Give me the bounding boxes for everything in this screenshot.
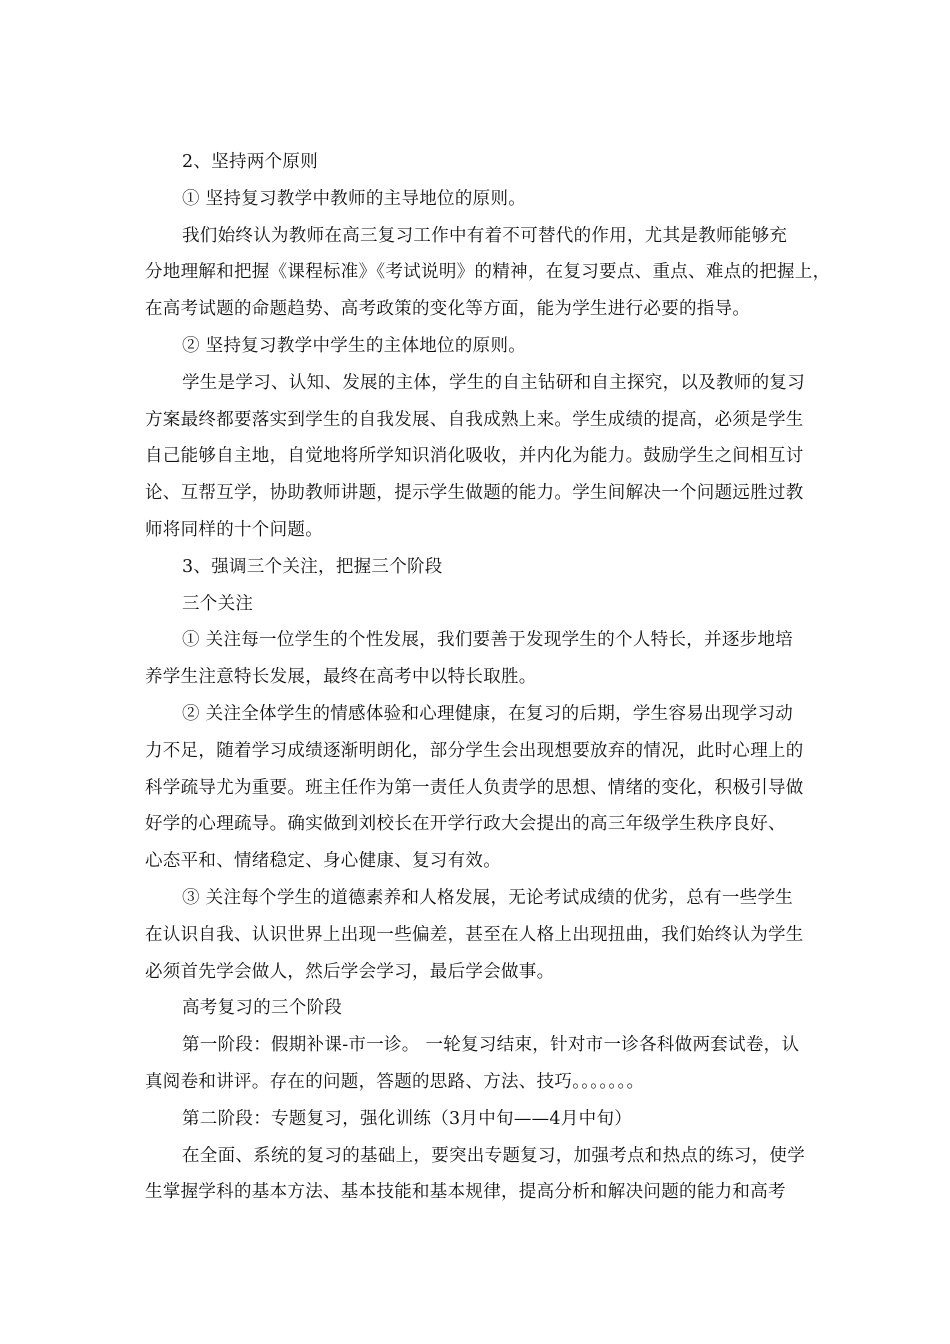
focus-3-line: ③ 关注每个学生的道德素养和人格发展，无论考试成绩的优劣，总有一些学生 [182,887,794,908]
principle-1-title: ① 坚持复习教学中教师的主导地位的原则。 [182,188,527,209]
paragraph-line: 养学生注意特长发展，最终在高考中以特长取胜。 [145,667,537,688]
principle-2-title: ② 坚持复习教学中学生的主体地位的原则。 [182,335,527,356]
paragraph-line: 在全面、系统的复习的基础上，要突出专题复习，加强考点和热点的练习，使学 [182,1145,805,1166]
section-heading-principles: 2、坚持两个原则 [182,152,319,172]
subheading-three-stages: 高考复习的三个阶段 [182,998,343,1019]
section-heading-focus: 3、强调三个关注，把握三个阶段 [182,556,443,577]
paragraph-line: 学生是学习、认知、发展的主体，学生的自主钻研和自主探究，以及教师的复习 [182,372,805,393]
paragraph-line: 科学疏导尤为重要。班主任作为第一责任人负责学的思想、情绪的变化，积极引导做 [145,777,804,798]
stage-2-title: 第二阶段：专题复习，强化训练（3月中旬——4月中旬） [182,1108,633,1129]
stage-1-line: 第一阶段：假期补课-市一诊。 一轮复习结束，针对市一诊各科做两套试卷，认 [182,1035,800,1056]
paragraph-line: 力不足，随着学习成绩逐渐明朗化，部分学生会出现想要放弃的情况，此时心理上的 [145,740,804,761]
paragraph-line: 在认识自我、认识世界上出现一些偏差，甚至在人格上出现扭曲，我们始终认为学生 [145,924,804,945]
document-body [145,144,835,1211]
focus-2-line: ② 关注全体学生的情感体验和心理健康，在复习的后期，学生容易出现学习动 [182,703,794,724]
paragraph-line: 分地理解和把握《课程标准》《考试说明》的精神，在复习要点、重点、难点的把握上， [145,262,831,283]
focus-1-line: ① 关注每一位学生的个性发展，我们要善于发现学生的个人特长，并逐步地培 [182,630,794,651]
paragraph-line: 师将同样的十个问题。 [145,519,323,540]
paragraph-line: 方案最终都要落实到学生的自我发展、自我成熟上来。学生成绩的提高，必须是学生 [145,409,804,430]
paragraph-line: 真阅卷和讲评。存在的问题，答题的思路、方法、技巧。。。。。。。 [145,1071,645,1092]
paragraph-line: 心态平和、情绪稳定、身心健康、复习有效。 [145,851,501,872]
paragraph-line: 生掌握学科的基本方法、基本技能和基本规律，提高分析和解决问题的能力和高考 [145,1182,786,1203]
paragraph-line: 论、互帮互学，协助教师讲题，提示学生做题的能力。学生间解决一个问题远胜过教 [145,483,804,504]
paragraph-line: 必须首先学会做人，然后学会学习，最后学会做事。 [145,961,555,982]
paragraph-line: 我们始终认为教师在高三复习工作中有着不可替代的作用，尤其是教师能够充 [182,225,788,246]
paragraph-line: 在高考试题的命题趋势、高考政策的变化等方面，能为学生进行必要的指导。 [145,299,751,320]
paragraph-line: 自己能够自主地，自觉地将所学知识消化吸收，并内化为能力。鼓励学生之间相互讨 [145,446,804,467]
paragraph-line: 好学的心理疏导。确实做到刘校长在开学行政大会提出的高三年级学生秩序良好、 [145,814,786,835]
subheading-three-focuses: 三个关注 [182,593,254,614]
